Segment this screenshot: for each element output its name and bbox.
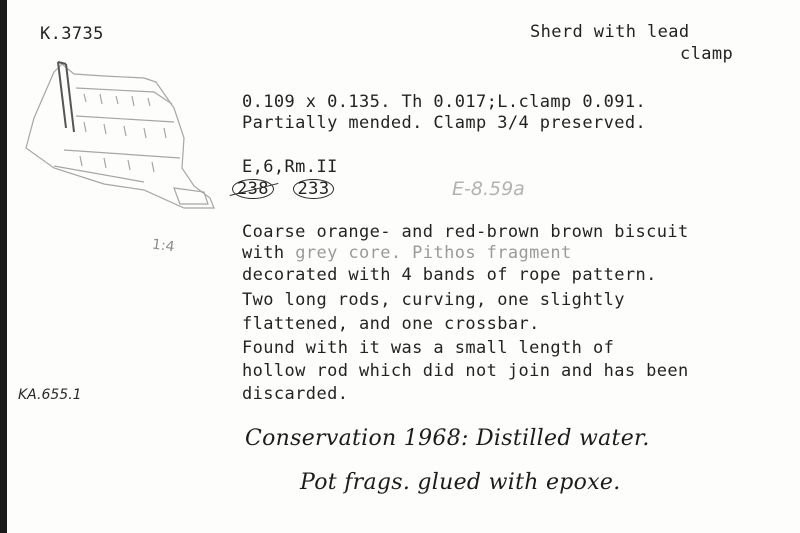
catalog-number: K.3735 — [40, 24, 104, 44]
conservation-note-2: Pot frags. glued with epoxe. — [300, 470, 621, 495]
scan-edge — [0, 0, 7, 533]
description-line-2 — [242, 243, 572, 263]
conservation-note-1: Conservation 1968: Distilled water. — [245, 426, 650, 451]
title-line-2: clamp — [680, 44, 734, 64]
dimensions-line: 0.109 x 0.135. Th 0.017;L.clamp 0.091. — [242, 92, 647, 112]
pencil-reference: E-8.59a — [452, 178, 525, 200]
scale-note: 1:4 — [150, 236, 176, 256]
new-number: 233 — [293, 179, 335, 199]
description-line-1: Coarse orange- and red-brown brown biscuit — [242, 222, 689, 242]
inventory-numbers — [232, 179, 334, 199]
description-line-2a: with — [242, 243, 296, 263]
description-line-7: hollow rod which did not join and has been — [242, 361, 689, 381]
description-line-5: flattened, and one crossbar. — [242, 314, 540, 334]
condition-line: Partially mended. Clamp 3/4 preserved. — [242, 113, 647, 133]
sherd-drawing — [24, 58, 224, 228]
description-line-2b: grey core. Pithos fragment — [295, 243, 572, 263]
description-line-6: Found with it was a small length of — [242, 338, 615, 358]
title-line-1: Sherd with lead — [530, 22, 690, 42]
find-location: E,6,Rm.II — [242, 157, 338, 177]
ka-number: KA.655.1 — [18, 387, 82, 403]
description-line-3: decorated with 4 bands of rope pattern. — [242, 265, 657, 285]
description-line-4: Two long rods, curving, one slightly — [242, 290, 625, 310]
old-number: 238 — [232, 179, 274, 199]
description-line-8: discarded. — [242, 384, 349, 404]
